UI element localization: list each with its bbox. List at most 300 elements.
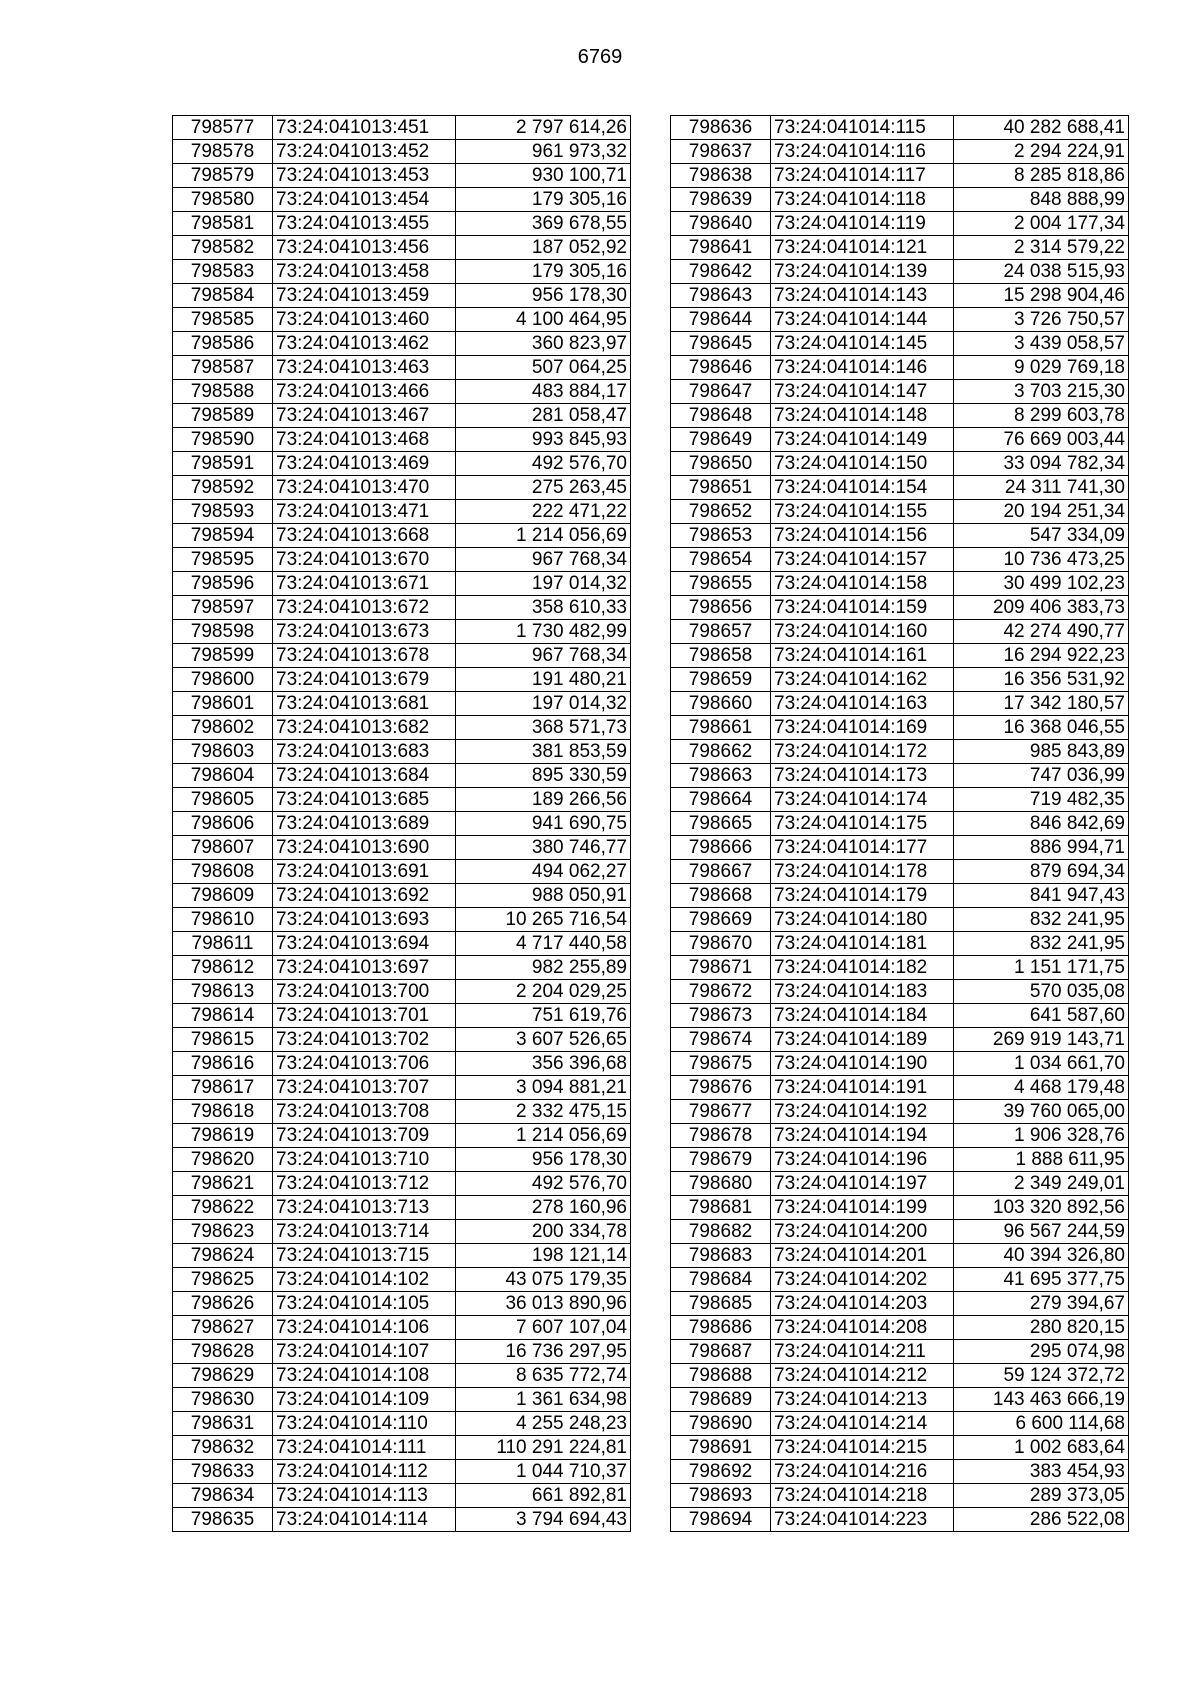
table-row: [173, 980, 631, 1004]
cadastral-number: 73:24:041013:458: [273, 260, 456, 284]
cadastral-number: 73:24:041014:163: [771, 692, 954, 716]
row-number: 798598: [173, 620, 273, 644]
row-number: 798631: [173, 1412, 273, 1436]
table-row: [173, 764, 631, 788]
table-row: [671, 644, 1129, 668]
cadastral-value: 941 690,75: [456, 812, 631, 836]
table-row: [671, 476, 1129, 500]
table-row: [671, 908, 1129, 932]
cadastral-number: 73:24:041014:181: [771, 932, 954, 956]
table-row: [671, 356, 1129, 380]
cadastral-number: 73:24:041014:214: [771, 1412, 954, 1436]
cadastral-value: 985 843,89: [954, 740, 1129, 764]
cadastral-value: 961 973,32: [456, 140, 631, 164]
cadastral-value: 3 439 058,57: [954, 332, 1129, 356]
table-row: [173, 116, 631, 140]
cadastral-number: 73:24:041013:454: [273, 188, 456, 212]
cadastral-number: 73:24:041014:223: [771, 1508, 954, 1532]
row-number: 798602: [173, 716, 273, 740]
row-number: 798606: [173, 812, 273, 836]
cadastral-value: 4 255 248,23: [456, 1412, 631, 1436]
cadastral-value: 191 480,21: [456, 668, 631, 692]
cadastral-number: 73:24:041013:468: [273, 428, 456, 452]
cadastral-value: 1 151 171,75: [954, 956, 1129, 980]
table-row: [173, 1244, 631, 1268]
cadastral-number: 73:24:041014:149: [771, 428, 954, 452]
cadastral-number: 73:24:041013:684: [273, 764, 456, 788]
cadastral-number: 73:24:041014:203: [771, 1292, 954, 1316]
table-row: [671, 884, 1129, 908]
row-number: 798659: [671, 668, 771, 692]
cadastral-number: 73:24:041014:169: [771, 716, 954, 740]
table-row: [671, 1100, 1129, 1124]
cadastral-number: 73:24:041013:712: [273, 1172, 456, 1196]
row-number: 798661: [671, 716, 771, 740]
cadastral-value: 1 034 661,70: [954, 1052, 1129, 1076]
cadastral-value: 8 299 603,78: [954, 404, 1129, 428]
row-number: 798635: [173, 1508, 273, 1532]
table-row: [671, 716, 1129, 740]
row-number: 798683: [671, 1244, 771, 1268]
table-row: [173, 1100, 631, 1124]
cadastral-number: 73:24:041014:155: [771, 500, 954, 524]
cadastral-value: 841 947,43: [954, 884, 1129, 908]
row-number: 798604: [173, 764, 273, 788]
cadastral-number: 73:24:041013:685: [273, 788, 456, 812]
cadastral-value: 848 888,99: [954, 188, 1129, 212]
cadastral-number: 73:24:041013:713: [273, 1196, 456, 1220]
table-row: [173, 932, 631, 956]
cadastral-value: 187 052,92: [456, 236, 631, 260]
cadastral-number: 73:24:041014:102: [273, 1268, 456, 1292]
cadastral-value: 832 241,95: [954, 932, 1129, 956]
cadastral-value: 17 342 180,57: [954, 692, 1129, 716]
row-number: 798693: [671, 1484, 771, 1508]
cadastral-value: 930 100,71: [456, 164, 631, 188]
row-number: 798689: [671, 1388, 771, 1412]
cadastral-value: 492 576,70: [456, 1172, 631, 1196]
cadastral-value: 4 717 440,58: [456, 932, 631, 956]
row-number: 798681: [671, 1196, 771, 1220]
cadastral-number: 73:24:041013:700: [273, 980, 456, 1004]
cadastral-value: 2 797 614,26: [456, 116, 631, 140]
cadastral-number: 73:24:041014:119: [771, 212, 954, 236]
cadastral-value: 179 305,16: [456, 260, 631, 284]
row-number: 798593: [173, 500, 273, 524]
row-number: 798614: [173, 1004, 273, 1028]
cadastral-number: 73:24:041014:150: [771, 452, 954, 476]
cadastral-number: 73:24:041014:121: [771, 236, 954, 260]
row-number: 798688: [671, 1364, 771, 1388]
table-row: [173, 668, 631, 692]
cadastral-number: 73:24:041014:154: [771, 476, 954, 500]
row-number: 798582: [173, 236, 273, 260]
cadastral-value: 494 062,27: [456, 860, 631, 884]
cadastral-number: 73:24:041014:111: [273, 1436, 456, 1460]
cadastral-value: 40 282 688,41: [954, 116, 1129, 140]
cadastral-number: 73:24:041013:706: [273, 1052, 456, 1076]
cadastral-number: 73:24:041014:156: [771, 524, 954, 548]
table-row: [173, 164, 631, 188]
cadastral-number: 73:24:041013:689: [273, 812, 456, 836]
table-row: [173, 1484, 631, 1508]
cadastral-value: 9 029 769,18: [954, 356, 1129, 380]
cadastral-value: 547 334,09: [954, 524, 1129, 548]
cadastral-number: 73:24:041013:714: [273, 1220, 456, 1244]
row-number: 798590: [173, 428, 273, 452]
table-row: [671, 1436, 1129, 1460]
table-row: [173, 212, 631, 236]
cadastral-number: 73:24:041013:678: [273, 644, 456, 668]
row-number: 798658: [671, 644, 771, 668]
row-number: 798581: [173, 212, 273, 236]
table-row: [671, 500, 1129, 524]
table-row: [671, 236, 1129, 260]
table-row: [173, 956, 631, 980]
cadastral-number: 73:24:041013:691: [273, 860, 456, 884]
cadastral-value: 76 669 003,44: [954, 428, 1129, 452]
table-row: [671, 1028, 1129, 1052]
row-number: 798624: [173, 1244, 273, 1268]
cadastral-value: 280 820,15: [954, 1316, 1129, 1340]
page-number: 6769: [577, 46, 623, 68]
cadastral-number: 73:24:041014:192: [771, 1100, 954, 1124]
table-row: [173, 644, 631, 668]
cadastral-number: 73:24:041014:105: [273, 1292, 456, 1316]
row-number: 798625: [173, 1268, 273, 1292]
row-number: 798601: [173, 692, 273, 716]
cadastral-number: 73:24:041014:177: [771, 836, 954, 860]
cadastral-value: 289 373,05: [954, 1484, 1129, 1508]
table-row: [671, 1076, 1129, 1100]
cadastral-value: 8 285 818,86: [954, 164, 1129, 188]
row-number: 798636: [671, 116, 771, 140]
table-row: [671, 1460, 1129, 1484]
cadastral-value: 40 394 326,80: [954, 1244, 1129, 1268]
cadastral-number: 73:24:041013:710: [273, 1148, 456, 1172]
table-row: [173, 1196, 631, 1220]
row-number: 798600: [173, 668, 273, 692]
cadastral-number: 73:24:041013:679: [273, 668, 456, 692]
cadastral-value: 7 607 107,04: [456, 1316, 631, 1340]
cadastral-number: 73:24:041014:191: [771, 1076, 954, 1100]
row-number: 798579: [173, 164, 273, 188]
cadastral-number: 73:24:041013:694: [273, 932, 456, 956]
cadastral-value: 570 035,08: [954, 980, 1129, 1004]
cadastral-number: 73:24:041013:462: [273, 332, 456, 356]
row-number: 798648: [671, 404, 771, 428]
row-number: 798679: [671, 1148, 771, 1172]
table-row: [671, 1388, 1129, 1412]
cadastral-value: 982 255,89: [456, 956, 631, 980]
cadastral-number: 73:24:041013:670: [273, 548, 456, 572]
table-row: [173, 1268, 631, 1292]
cadastral-number: 73:24:041014:178: [771, 860, 954, 884]
table-row: [173, 860, 631, 884]
cadastral-value: 16 736 297,95: [456, 1340, 631, 1364]
cadastral-value: 33 094 782,34: [954, 452, 1129, 476]
cadastral-number: 73:24:041013:463: [273, 356, 456, 380]
cadastral-value: 16 294 922,23: [954, 644, 1129, 668]
cadastral-number: 73:24:041013:459: [273, 284, 456, 308]
table-row: [173, 908, 631, 932]
cadastral-number: 73:24:041013:671: [273, 572, 456, 596]
table-row: [173, 1292, 631, 1316]
cadastral-value: 197 014,32: [456, 572, 631, 596]
cadastral-value: 30 499 102,23: [954, 572, 1129, 596]
cadastral-number: 73:24:041014:184: [771, 1004, 954, 1028]
cadastral-value: 2 204 029,25: [456, 980, 631, 1004]
cadastral-number: 73:24:041014:194: [771, 1124, 954, 1148]
cadastral-value: 1 214 056,69: [456, 524, 631, 548]
table-row: [173, 1124, 631, 1148]
row-number: 798607: [173, 836, 273, 860]
cadastral-value: 846 842,69: [954, 812, 1129, 836]
row-number: 798589: [173, 404, 273, 428]
table-row: [173, 1220, 631, 1244]
table-row: [671, 572, 1129, 596]
row-number: 798656: [671, 596, 771, 620]
cadastral-value: 10 736 473,25: [954, 548, 1129, 572]
cadastral-number: 73:24:041013:455: [273, 212, 456, 236]
cadastral-number: 73:24:041014:109: [273, 1388, 456, 1412]
cadastral-value: 993 845,93: [456, 428, 631, 452]
cadastral-value: 39 760 065,00: [954, 1100, 1129, 1124]
row-number: 798665: [671, 812, 771, 836]
cadastral-value: 103 320 892,56: [954, 1196, 1129, 1220]
cadastral-number: 73:24:041014:189: [771, 1028, 954, 1052]
cadastral-number: 73:24:041014:216: [771, 1460, 954, 1484]
row-number: 798617: [173, 1076, 273, 1100]
table-row: [671, 1364, 1129, 1388]
row-number: 798670: [671, 932, 771, 956]
row-number: 798694: [671, 1508, 771, 1532]
table-row: [173, 1340, 631, 1364]
cadastral-number: 73:24:041014:114: [273, 1508, 456, 1532]
table-row: [173, 1028, 631, 1052]
row-number: 798619: [173, 1124, 273, 1148]
cadastral-value: 381 853,59: [456, 740, 631, 764]
cadastral-value: 110 291 224,81: [456, 1436, 631, 1460]
table-row: [671, 1268, 1129, 1292]
cadastral-number: 73:24:041014:118: [771, 188, 954, 212]
table-row: [671, 956, 1129, 980]
table-row: [671, 212, 1129, 236]
cadastral-number: 73:24:041014:173: [771, 764, 954, 788]
row-number: 798626: [173, 1292, 273, 1316]
table-row: [173, 1388, 631, 1412]
cadastral-value: 16 368 046,55: [954, 716, 1129, 740]
row-number: 798583: [173, 260, 273, 284]
table-row: [671, 812, 1129, 836]
table-row: [173, 236, 631, 260]
row-number: 798615: [173, 1028, 273, 1052]
row-number: 798677: [671, 1100, 771, 1124]
cadastral-number: 73:24:041014:201: [771, 1244, 954, 1268]
cadastral-value: 661 892,81: [456, 1484, 631, 1508]
cadastral-value: 1 888 611,95: [954, 1148, 1129, 1172]
cadastral-number: 73:24:041014:117: [771, 164, 954, 188]
row-number: 798682: [671, 1220, 771, 1244]
row-number: 798643: [671, 284, 771, 308]
cadastral-value: 279 394,67: [954, 1292, 1129, 1316]
table-row: [173, 1316, 631, 1340]
table-row: [173, 1076, 631, 1100]
cadastral-value: 879 694,34: [954, 860, 1129, 884]
cadastral-number: 73:24:041014:180: [771, 908, 954, 932]
cadastral-value: 198 121,14: [456, 1244, 631, 1268]
register-table-right: [670, 115, 1129, 1532]
table-row: [671, 404, 1129, 428]
cadastral-number: 73:24:041014:202: [771, 1268, 954, 1292]
row-number: 798594: [173, 524, 273, 548]
table-row: [173, 548, 631, 572]
row-number: 798616: [173, 1052, 273, 1076]
row-number: 798621: [173, 1172, 273, 1196]
cadastral-value: 751 619,76: [456, 1004, 631, 1028]
row-number: 798627: [173, 1316, 273, 1340]
row-number: 798664: [671, 788, 771, 812]
cadastral-value: 278 160,96: [456, 1196, 631, 1220]
cadastral-number: 73:24:041013:690: [273, 836, 456, 860]
cadastral-value: 6 600 114,68: [954, 1412, 1129, 1436]
row-number: 798675: [671, 1052, 771, 1076]
row-number: 798676: [671, 1076, 771, 1100]
row-number: 798585: [173, 308, 273, 332]
cadastral-value: 295 074,98: [954, 1340, 1129, 1364]
table-row: [671, 428, 1129, 452]
table-row: [671, 260, 1129, 284]
cadastral-value: 24 311 741,30: [954, 476, 1129, 500]
table-row: [173, 716, 631, 740]
cadastral-number: 73:24:041013:460: [273, 308, 456, 332]
cadastral-number: 73:24:041014:182: [771, 956, 954, 980]
row-number: 798660: [671, 692, 771, 716]
row-number: 798620: [173, 1148, 273, 1172]
cadastral-number: 73:24:041013:692: [273, 884, 456, 908]
cadastral-value: 956 178,30: [456, 284, 631, 308]
cadastral-number: 73:24:041014:113: [273, 1484, 456, 1508]
table-row: [671, 1172, 1129, 1196]
cadastral-number: 73:24:041014:175: [771, 812, 954, 836]
table-row: [671, 164, 1129, 188]
table-row: [671, 788, 1129, 812]
row-number: 798638: [671, 164, 771, 188]
cadastral-number: 73:24:041013:471: [273, 500, 456, 524]
cadastral-number: 73:24:041013:453: [273, 164, 456, 188]
cadastral-value: 197 014,32: [456, 692, 631, 716]
cadastral-number: 73:24:041014:160: [771, 620, 954, 644]
table-row: [671, 932, 1129, 956]
row-number: 798680: [671, 1172, 771, 1196]
row-number: 798611: [173, 932, 273, 956]
cadastral-value: 59 124 372,72: [954, 1364, 1129, 1388]
row-number: 798671: [671, 956, 771, 980]
cadastral-value: 1 002 683,64: [954, 1436, 1129, 1460]
table-row: [671, 284, 1129, 308]
row-number: 798647: [671, 380, 771, 404]
table-row: [173, 260, 631, 284]
table-row: [671, 452, 1129, 476]
cadastral-value: 895 330,59: [456, 764, 631, 788]
row-number: 798641: [671, 236, 771, 260]
cadastral-value: 96 567 244,59: [954, 1220, 1129, 1244]
cadastral-value: 832 241,95: [954, 908, 1129, 932]
cadastral-number: 73:24:041014:145: [771, 332, 954, 356]
cadastral-value: 360 823,97: [456, 332, 631, 356]
cadastral-value: 209 406 383,73: [954, 596, 1129, 620]
table-row: [173, 332, 631, 356]
table-row: [173, 1148, 631, 1172]
table-row: [173, 1412, 631, 1436]
table-row: [173, 452, 631, 476]
cadastral-number: 73:24:041013:672: [273, 596, 456, 620]
cadastral-number: 73:24:041013:702: [273, 1028, 456, 1052]
row-number: 798663: [671, 764, 771, 788]
table-row: [671, 620, 1129, 644]
row-number: 798646: [671, 356, 771, 380]
table-row: [173, 1172, 631, 1196]
row-number: 798644: [671, 308, 771, 332]
cadastral-number: 73:24:041014:200: [771, 1220, 954, 1244]
cadastral-number: 73:24:041013:681: [273, 692, 456, 716]
cadastral-number: 73:24:041014:157: [771, 548, 954, 572]
row-number: 798580: [173, 188, 273, 212]
row-number: 798596: [173, 572, 273, 596]
cadastral-number: 73:24:041014:148: [771, 404, 954, 428]
row-number: 798691: [671, 1436, 771, 1460]
cadastral-number: 73:24:041013:693: [273, 908, 456, 932]
cadastral-value: 967 768,34: [456, 548, 631, 572]
table-row: [671, 836, 1129, 860]
row-number: 798687: [671, 1340, 771, 1364]
cadastral-value: 8 635 772,74: [456, 1364, 631, 1388]
table-row: [173, 1004, 631, 1028]
table-row: [671, 188, 1129, 212]
table-row: [173, 140, 631, 164]
cadastral-number: 73:24:041013:709: [273, 1124, 456, 1148]
cadastral-value: 269 919 143,71: [954, 1028, 1129, 1052]
table-row: [173, 308, 631, 332]
row-number: 798591: [173, 452, 273, 476]
cadastral-value: 16 356 531,92: [954, 668, 1129, 692]
row-number: 798632: [173, 1436, 273, 1460]
table-row: [671, 1412, 1129, 1436]
table-row: [671, 380, 1129, 404]
cadastral-number: 73:24:041014:215: [771, 1436, 954, 1460]
table-row: [173, 1364, 631, 1388]
row-number: 798666: [671, 836, 771, 860]
table-row: [671, 332, 1129, 356]
table-row: [671, 1220, 1129, 1244]
cadastral-number: 73:24:041014:112: [273, 1460, 456, 1484]
cadastral-number: 73:24:041013:701: [273, 1004, 456, 1028]
row-number: 798577: [173, 116, 273, 140]
table-row: [173, 380, 631, 404]
cadastral-number: 73:24:041014:147: [771, 380, 954, 404]
cadastral-value: 1 214 056,69: [456, 1124, 631, 1148]
row-number: 798622: [173, 1196, 273, 1220]
cadastral-number: 73:24:041014:110: [273, 1412, 456, 1436]
cadastral-number: 73:24:041014:144: [771, 308, 954, 332]
table-row: [173, 620, 631, 644]
table-row: [173, 812, 631, 836]
cadastral-value: 507 064,25: [456, 356, 631, 380]
row-number: 798645: [671, 332, 771, 356]
row-number: 798686: [671, 1316, 771, 1340]
table-row: [173, 428, 631, 452]
row-number: 798586: [173, 332, 273, 356]
